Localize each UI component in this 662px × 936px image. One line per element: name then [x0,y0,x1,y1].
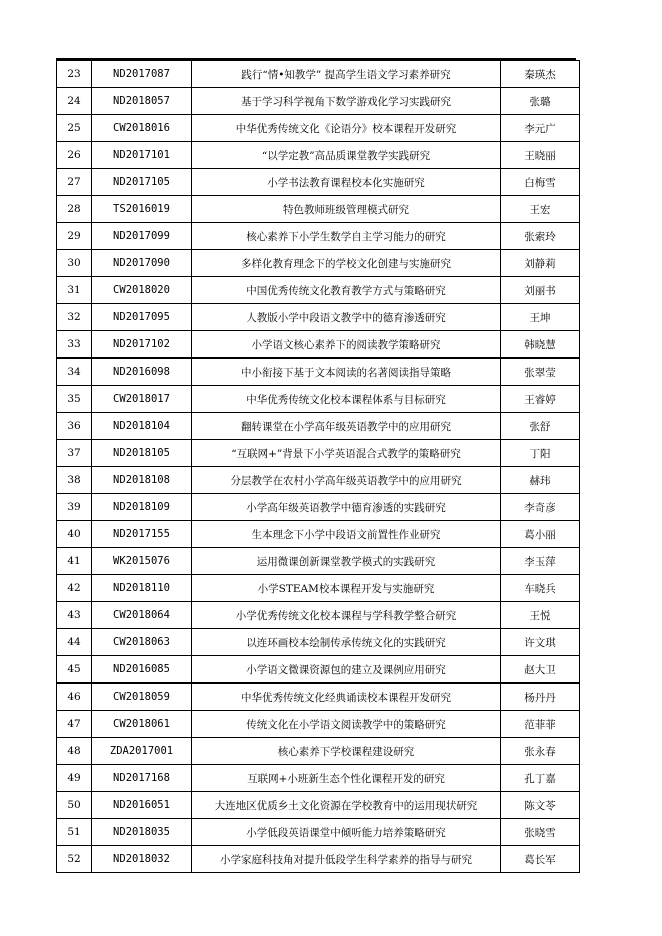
row-number: 44 [57,629,92,656]
project-title: 翻转课堂在小学高年级英语教学中的应用研究 [192,413,501,440]
project-code: ND2018035 [92,819,192,846]
project-title: 中华优秀传统文化校本课程体系与目标研究 [192,386,501,413]
row-number: 32 [57,304,92,331]
project-code: WK2015076 [92,548,192,575]
project-code: CW2018017 [92,386,192,413]
lead-researcher: 赵大卫 [501,656,580,684]
table-row [57,142,580,169]
lead-researcher: 赫玮 [501,467,580,494]
row-number: 35 [57,386,92,413]
project-code: ND2018057 [92,88,192,115]
table-row [57,440,580,467]
lead-researcher: 李玉萍 [501,548,580,575]
project-code: ND2017168 [92,765,192,792]
row-number: 34 [57,358,92,386]
table-row [57,792,580,819]
row-number: 37 [57,440,92,467]
lead-researcher: 王睿婷 [501,386,580,413]
project-code: ND2018105 [92,440,192,467]
table-row [57,88,580,115]
table-row [57,413,580,440]
row-number: 42 [57,575,92,602]
table-row [57,115,580,142]
table-row [57,304,580,331]
lead-researcher: 张索玲 [501,223,580,250]
project-code: ND2017102 [92,331,192,359]
project-title: 以连环画校本绘制传承传统文化的实践研究 [192,629,501,656]
lead-researcher: 范菲菲 [501,711,580,738]
project-code: ND2016085 [92,656,192,684]
lead-researcher: 葛小丽 [501,521,580,548]
project-code: ND2017105 [92,169,192,196]
table-row [57,61,580,88]
project-code: ND2018104 [92,413,192,440]
row-number: 49 [57,765,92,792]
project-title: 生本理念下小学中段语文前置性作业研究 [192,521,501,548]
project-title: 核心素养下学校课程建设研究 [192,738,501,765]
project-title: 小学语文核心素养下的阅读教学策略研究 [192,331,501,359]
project-title: 小学书法教育课程校本化实施研究 [192,169,501,196]
lead-researcher: 刘丽书 [501,277,580,304]
project-title: 小学低段英语课堂中倾听能力培养策略研究 [192,819,501,846]
project-title: 中小衔接下基于文本阅读的名著阅读指导策略 [192,358,501,386]
table-row [57,358,580,386]
lead-researcher: 王坤 [501,304,580,331]
row-number: 36 [57,413,92,440]
table-row [57,386,580,413]
row-number: 41 [57,548,92,575]
lead-researcher: 杨丹丹 [501,683,580,711]
row-number: 46 [57,683,92,711]
table-row [57,656,580,684]
lead-researcher: 张翠莹 [501,358,580,386]
row-number: 25 [57,115,92,142]
project-title: 大连地区优质乡土文化资源在学校教育中的运用现状研究 [192,792,501,819]
row-number: 24 [57,88,92,115]
project-table [56,60,580,873]
project-title: 基于学习科学视角下数学游戏化学习实践研究 [192,88,501,115]
project-title: 中国优秀传统文化教育教学方式与策略研究 [192,277,501,304]
row-number: 39 [57,494,92,521]
lead-researcher: 张永春 [501,738,580,765]
project-title: 小学语文微课资源包的建立及课例应用研究 [192,656,501,684]
project-code: ND2018108 [92,467,192,494]
project-title: 践行“情•知教学” 提高学生语文学习素养研究 [192,61,501,88]
table-row [57,548,580,575]
row-number: 28 [57,196,92,223]
project-title: 传统文化在小学语文阅读教学中的策略研究 [192,711,501,738]
project-title: 分层教学在农村小学高年级英语教学中的应用研究 [192,467,501,494]
project-code: ZDA2017001 [92,738,192,765]
lead-researcher: 韩晓慧 [501,331,580,359]
table-row [57,738,580,765]
project-code: ND2017090 [92,250,192,277]
row-number: 30 [57,250,92,277]
project-code: CW2018064 [92,602,192,629]
project-title: 小学STEAM校本课程开发与实施研究 [192,575,501,602]
project-table-body [57,61,580,873]
row-number: 27 [57,169,92,196]
project-code: CW2018061 [92,711,192,738]
project-code: ND2017155 [92,521,192,548]
project-title: 中华优秀传统文化《论语分》校本课程开发研究 [192,115,501,142]
project-code: ND2018109 [92,494,192,521]
project-title: 小学高年级英语教学中德育渗透的实践研究 [192,494,501,521]
row-number: 40 [57,521,92,548]
lead-researcher: 许文琪 [501,629,580,656]
project-code: CW2018020 [92,277,192,304]
row-number: 26 [57,142,92,169]
table-row [57,494,580,521]
project-code: ND2016051 [92,792,192,819]
project-title: 小学家庭科技角对提升低段学生科学素养的指导与研究 [192,846,501,873]
project-code: TS2016019 [92,196,192,223]
project-code: ND2017099 [92,223,192,250]
lead-researcher: 丁阳 [501,440,580,467]
table-row [57,819,580,846]
row-number: 38 [57,467,92,494]
row-number: 23 [57,61,92,88]
table-row [57,467,580,494]
table-row [57,250,580,277]
project-code: ND2018110 [92,575,192,602]
lead-researcher: 王悦 [501,602,580,629]
row-number: 47 [57,711,92,738]
lead-researcher: 张晓雪 [501,819,580,846]
lead-researcher: 秦瑛杰 [501,61,580,88]
table-row [57,683,580,711]
project-code: ND2018032 [92,846,192,873]
lead-researcher: 刘静莉 [501,250,580,277]
row-number: 51 [57,819,92,846]
lead-researcher: 张璐 [501,88,580,115]
lead-researcher: 王晓丽 [501,142,580,169]
lead-researcher: 葛长军 [501,846,580,873]
project-title: 中华优秀传统文化经典诵读校本课程开发研究 [192,683,501,711]
lead-researcher: 车晓兵 [501,575,580,602]
table-row [57,277,580,304]
row-number: 52 [57,846,92,873]
table-row [57,521,580,548]
table-row [57,629,580,656]
project-code: CW2018059 [92,683,192,711]
project-title: “以学定教”高品质课堂教学实践研究 [192,142,501,169]
table-row [57,602,580,629]
lead-researcher: 李元广 [501,115,580,142]
project-title: 互联网+小班新生态个性化课程开发的研究 [192,765,501,792]
project-code: ND2017095 [92,304,192,331]
table-row [57,331,580,359]
row-number: 50 [57,792,92,819]
table-row [57,846,580,873]
lead-researcher: 王宏 [501,196,580,223]
project-title: 多样化教育理念下的学校文化创建与实施研究 [192,250,501,277]
lead-researcher: 李奇彦 [501,494,580,521]
row-number: 48 [57,738,92,765]
lead-researcher: 白梅雪 [501,169,580,196]
row-number: 33 [57,331,92,359]
project-title: 特色教师班级管理模式研究 [192,196,501,223]
row-number: 29 [57,223,92,250]
table-row [57,169,580,196]
row-number: 43 [57,602,92,629]
row-number: 45 [57,656,92,684]
table-row [57,765,580,792]
project-code: ND2017087 [92,61,192,88]
project-title: 人教版小学中段语文教学中的德育渗透研究 [192,304,501,331]
project-title: 运用微课创新课堂教学模式的实践研究 [192,548,501,575]
lead-researcher: 张舒 [501,413,580,440]
table-row [57,711,580,738]
project-title: “互联网+”背景下小学英语混合式教学的策略研究 [192,440,501,467]
project-title: 核心素养下小学生数学自主学习能力的研究 [192,223,501,250]
lead-researcher: 陈文苓 [501,792,580,819]
table-row [57,196,580,223]
lead-researcher: 孔丁嘉 [501,765,580,792]
project-title: 小学优秀传统文化校本课程与学科教学整合研究 [192,602,501,629]
project-code: CW2018063 [92,629,192,656]
table-row [57,575,580,602]
project-code: ND2016098 [92,358,192,386]
row-number: 31 [57,277,92,304]
project-code: ND2017101 [92,142,192,169]
table-row [57,223,580,250]
project-code: CW2018016 [92,115,192,142]
